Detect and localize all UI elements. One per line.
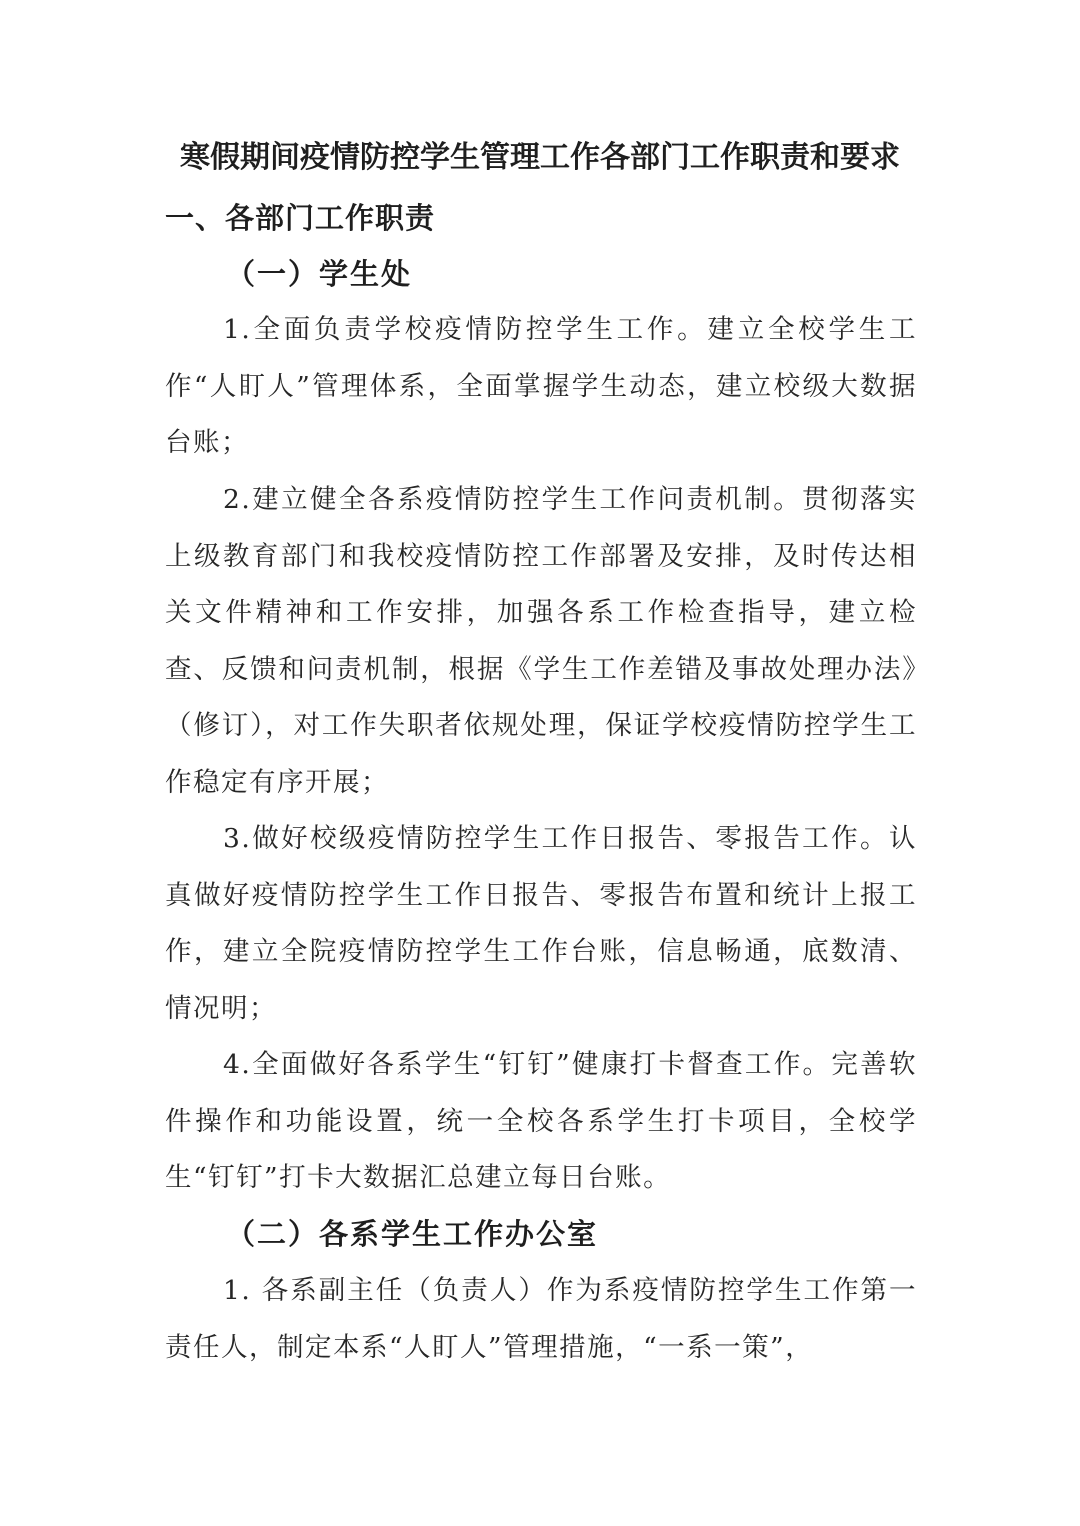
document-title: 寒假期间疫情防控学生管理工作各部门工作职责和要求 (180, 140, 900, 175)
paragraph-item-1: 1.全面负责学校疫情防控学生工作。建立全校学生工作“人盯人”管理体系，全面掌握学生动态，建立校级大数据台账； (165, 314, 917, 458)
paragraph-dept-item-1: 1. 各系副主任（负责人）作为系疫情防控学生工作第一责任人，制定本系“人盯人”管理措施，“一系一策”， (165, 1275, 917, 1363)
subsection-heading-department-offices: （二）各系学生工作办公室 (226, 1217, 599, 1251)
paragraph-item-2: 2.建立健全各系疫情防控学生工作问责机制。贯彻落实上级教育部门和我校疫情防控工作部署及安排，及时传达相关文件精神和工作安排，加强各系工作检查指导，建立检查、反馈和问责机制，根据《学生工作差错及事故处理办法》（修订），对工作失职者依规处理，保证学校疫情防控学生工作稳定有序开展； (165, 484, 917, 798)
section-heading-duties: 一、各部门工作职责 (165, 201, 436, 235)
paragraph-item-4: 4.全面做好各系学生“钉钉”健康打卡督查工作。完善软件操作和功能设置，统一全校各系学生打卡项目，全校学生“钉钉”打卡大数据汇总建立每日台账。 (165, 1049, 917, 1193)
paragraph-item-3: 3.做好校级疫情防控学生工作日报告、零报告工作。认真做好疫情防控学生工作日报告、零报告布置和统计上报工作，建立全院疫情防控学生工作台账，信息畅通，底数清、情况明； (165, 823, 917, 1024)
subsection-heading-student-office: （一）学生处 (226, 257, 413, 291)
